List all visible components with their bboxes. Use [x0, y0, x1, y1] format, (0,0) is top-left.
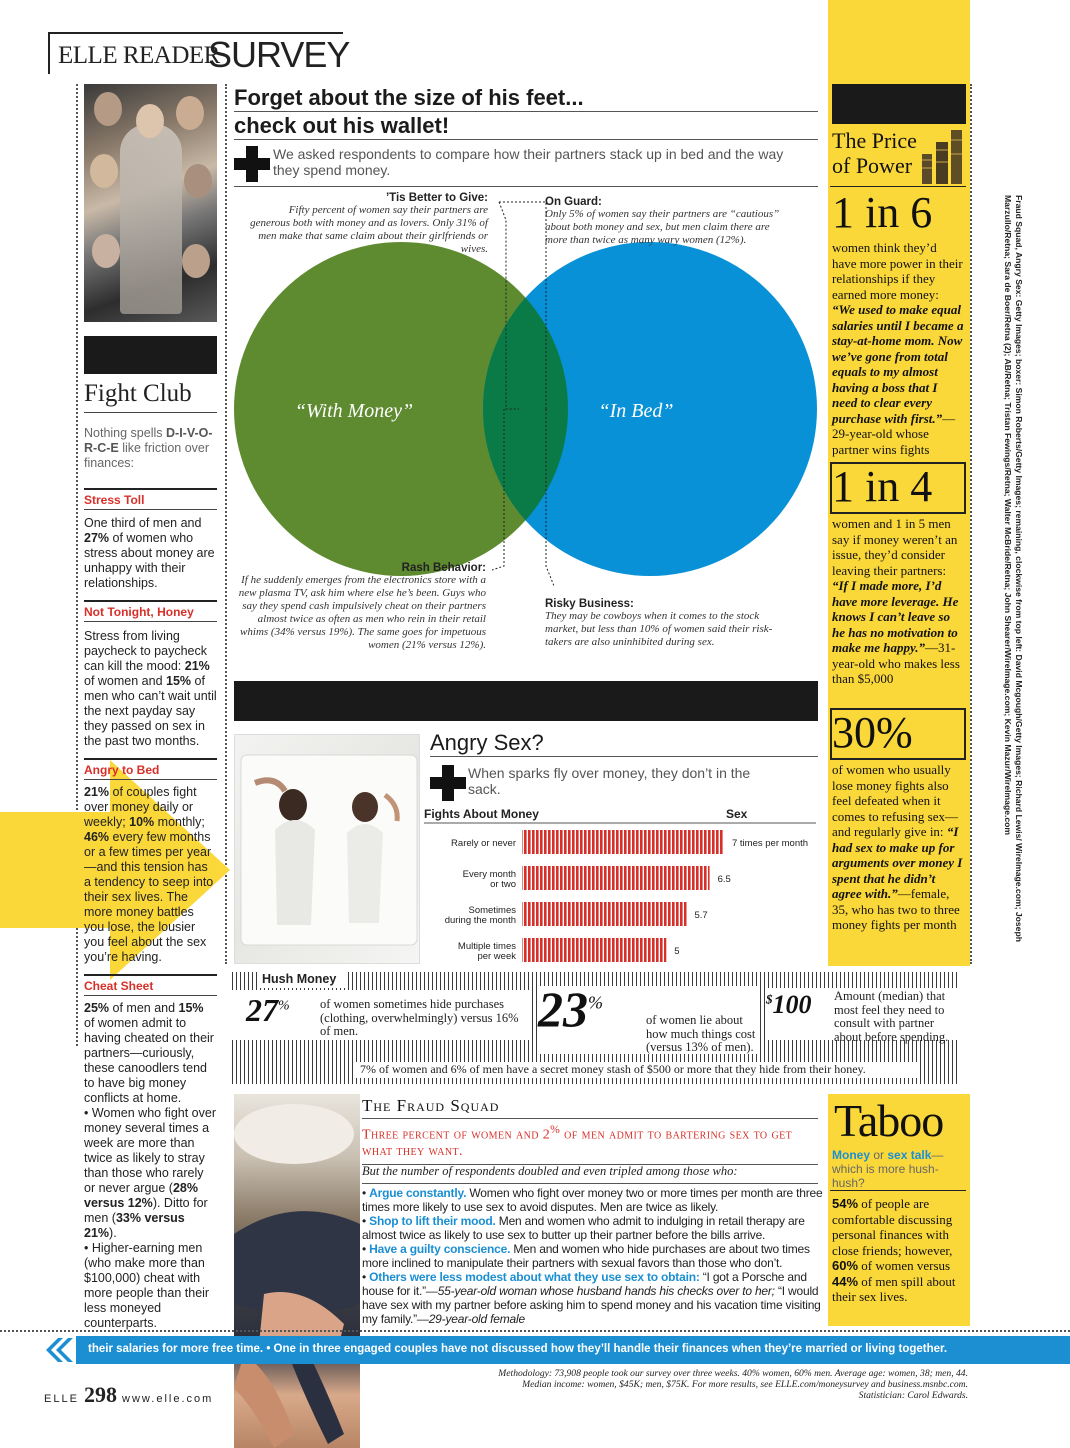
- annotation-rash-behavior-body: If he suddenly emerges from the electronics store with a new plasma TV, ask him where else he’s been. Guys who say they spend cash impulsively cheat on their partners almost twice as often as men who rein in their retail whims (34% versus 19%). The same goes for impetuous women (21% versus 12%).: [238, 574, 486, 651]
- bar-category-label: during the month: [444, 915, 516, 926]
- annotation-on-guard: [545, 196, 785, 247]
- hush-money-title: Hush Money: [262, 972, 337, 986]
- stress-toll-body: One third of men and 27% of women who stress about money are unhappy with their relationships.: [84, 516, 215, 590]
- venn-headline-line1: Forget about the size of his feet...: [234, 84, 818, 112]
- not-tonight-heading: Not Tonight, Honey: [84, 600, 217, 622]
- fraud-squad-photo: [234, 1094, 360, 1448]
- couple-in-bed-photo: [234, 734, 420, 964]
- bar-category-label: Sometimes: [468, 905, 516, 916]
- price-of-power-black-bar: [832, 84, 966, 124]
- taboo-title: Taboo: [834, 1095, 944, 1146]
- stat-27-percent: %: [278, 998, 290, 1014]
- chart-xlabel: Sex: [726, 807, 748, 821]
- taboo-subtitle: [832, 1148, 966, 1190]
- stat-100-number: [766, 990, 812, 1020]
- bottom-band-text: their salaries for more free time. • One in three engaged couples have not discussed how they’ll handle their finances when they’re married or living together.: [88, 1343, 948, 1355]
- annotation-risky-business: [545, 598, 790, 649]
- bar: [522, 866, 710, 890]
- cheat-sheet-body: 25% of men and 15% of women admit to having cheated on their partners—curiously, these canoodlers tend to have big money conflicts at home. • Women who fight over money several times a week are more than twice as likely to stray than those who rarely or never argue (28% versus 12%). Ditto for men (33% versus 21%). • Higher-earning men (who make more than $100,000) cheat with more people than their less moneyed counterparts.: [84, 1001, 216, 1330]
- fraud-squad-headline-b: of men admit to bartering sex to get what they want.: [362, 1127, 793, 1159]
- fight-club-intro: [84, 426, 217, 471]
- annotation-rash-behavior: [236, 562, 486, 652]
- annotation-better-to-give-head: ’Tis Better to Give:: [385, 192, 488, 204]
- stat-27-digits: 27: [246, 992, 278, 1028]
- stat-100-dollar: $: [766, 991, 773, 1007]
- stat-1-in-4-lead: women and 1 in 5 men say if money weren’t an issue, they’d consider leaving their partners:: [832, 516, 958, 578]
- methodology-line1: Methodology: 73,908 people took our survey over three weeks. 40% women, 60% men. Average age: women, 38; men, 44.: [498, 1368, 968, 1379]
- stat-1-in-6-lead: women think they’d have more power in their relationships if they earned more money:: [832, 240, 963, 302]
- angry-sex-title: Angry Sex?: [430, 730, 818, 757]
- bottom-dotted-rule: [0, 1330, 1070, 1332]
- coin-stack-icon: [920, 128, 964, 184]
- stat-100-digits: 100: [772, 990, 812, 1019]
- annotation-better-to-give-body: Fifty percent of women say their partners are generous both with money and as lovers. Only 31% of men make that same claim about their girlfriends or wives.: [250, 204, 488, 255]
- stat-23-digits: 23: [538, 981, 588, 1037]
- right-dotted-rule: [970, 84, 972, 964]
- methodology-line2: Median income: women, $45K; men, $75K. For more results, see ELLE.com/moneysurvey and business.msnbc.com.: [522, 1379, 968, 1390]
- folio-brand: ELLE: [44, 1393, 79, 1405]
- chart-ylabel: Fights About Money: [424, 807, 539, 821]
- venn-in-bed-label: “In Bed”: [598, 400, 674, 422]
- fraud-squad-deck: But the number of respondents doubled and even tripled among those who:: [362, 1164, 818, 1184]
- angry-to-bed-body: 21% of couples fight over money daily or weekly; 10% monthly; 46% every few months or a few times per year—and this tension has a tendency to seep into their sex lives. The more money battles you lose, the lousier you feel about the sex you’re having.: [84, 785, 214, 964]
- plus-icon: [430, 765, 466, 801]
- stat-23-number: [538, 980, 603, 1038]
- not-tonight-body: Stress from living paycheck to paycheck can kill the mood: 21% of women and 15% of men who can’t wait until the next payday say they passed on sex in the past two months.: [84, 629, 217, 748]
- folio-page-number: 298: [83, 1382, 117, 1407]
- fraud-squad-headline-percent: %: [550, 1123, 561, 1136]
- stat-1-in-4-attr: —31-year-old who makes less than $5,000: [832, 640, 960, 686]
- taboo-sub-tail: —which is more hush-hush?: [832, 1148, 944, 1190]
- price-of-power-title-line2: of Power: [832, 153, 913, 178]
- hush-money-footer: 7% of women and 6% of men have a secret money stash of $500 or more that they hide from their honey.: [360, 1062, 866, 1076]
- venn-deck: We asked respondents to compare how their partners stack up in bed and the way they spend money.: [273, 146, 784, 178]
- annotation-on-guard-head: On Guard:: [545, 196, 602, 208]
- masthead-elle-reader: ELLE READER: [58, 42, 220, 69]
- stat-1-in-4-text: [832, 516, 964, 687]
- venn-headline-line2: check out his wallet!: [234, 112, 818, 140]
- chevron-left-icon: [36, 1336, 76, 1364]
- bar: [522, 830, 724, 854]
- stat-27-text: of women sometimes hide purchases (clothing, overwhelmingly) versus 16% of men.: [320, 997, 519, 1038]
- fraud-item-others: • Others were less modest about what they use sex to obtain: “I got a Porsche and house for it.”—55-year-old woman whose husband hands his checks over to her; “I would have sex with my partner before asking him to spend money and his vacation time visiting my family.”—29-year-old female: [362, 1270, 821, 1326]
- fraud-item-argue: • Argue constantly. Women who fight over money two or more times per month are three times more likely to use sex to avoid disputes. Men are twice as likely.: [362, 1186, 823, 1214]
- fraud-squad-headline: [362, 1122, 818, 1165]
- taboo-sub-sex-talk: sex talk: [887, 1148, 932, 1162]
- fraud-squad-body: [362, 1186, 824, 1326]
- angry-sex-black-bar: [234, 681, 818, 721]
- hush-money-band: [232, 972, 960, 1084]
- taboo-sub-or: or: [870, 1148, 888, 1162]
- price-of-power-title-line1: The Price: [832, 128, 917, 153]
- annotation-better-to-give: [248, 192, 488, 256]
- fraud-item-others-text: “I got a Porsche and house for it.”: [362, 1270, 807, 1298]
- venn-headline: [234, 84, 818, 140]
- stat-30-quote: “I had sex to make up for arguments over money I spent that he didn’t agree with.”: [832, 824, 963, 901]
- stat-1-in-6-attr: —29-year-old whose partner wins fights: [832, 410, 956, 457]
- bar-value-label: 5.7: [694, 910, 708, 921]
- fight-club-title: Fight Club: [84, 380, 217, 413]
- stat-1-in-4-quote: “If I made more, I’d have more leverage. He knows I can’t leave so he has no motivation to make me happy.”: [832, 578, 959, 655]
- photo-credits: [996, 195, 1026, 965]
- fraud-item-argue-lead: Argue constantly.: [369, 1186, 467, 1200]
- stress-toll-heading: Stress Toll: [84, 488, 217, 510]
- stat-23-percent: %: [588, 992, 603, 1013]
- stat-30-lead: of women who usually lose money fights also feel defeated when it comes to refusing sex—and regularly give in:: [832, 762, 959, 839]
- bar-value-label: 7 times per month: [732, 838, 809, 849]
- folio: [44, 1382, 213, 1408]
- fraud-item-shop: • Shop to lift their mood. Men and women who admit to indulging in retail therapy are almost twice as likely to use sex to butter up their partner before the bills arrive.: [362, 1214, 805, 1242]
- bar-value-label: 5: [674, 946, 680, 957]
- stat-23-text: of women lie about how much things cost (versus 13% of men).: [646, 1013, 756, 1054]
- taboo-sub-money: Money: [832, 1148, 871, 1162]
- price-of-power-title: [832, 128, 917, 178]
- annotation-rash-behavior-head: Rash Behavior:: [401, 562, 486, 574]
- stat-1-in-4: 1 in 4: [832, 462, 933, 511]
- fraud-item-shop-text: Men and women who admit to indulging in retail therapy are almost twice as likely to use sex to butter up their partner before the bills arrive.: [362, 1214, 805, 1242]
- boxer-collage-photo: [84, 84, 217, 322]
- masthead-survey: SURVEY: [208, 34, 350, 75]
- bar-category-label: Rarely or never: [451, 838, 516, 849]
- bar-value-label: 6.5: [717, 874, 731, 885]
- photo-credits-text: Fraud Squad, Angry Sex: Getty Images; boxer: Simon Roberts/Getty Images; remaining, clockwise from top left: David Mcgough/Getty Images; Richard Lewis/ WireImage.com; Joseph Marzullo/Retna; Sara de Boer/Retna (2); AB/Retna; Tristan Fewings/Retna; Walter McBride/Retna; John Shearer/WireImage.com; Kevin Mazur/WireImage.com: [1003, 195, 1024, 942]
- bar: [522, 902, 686, 926]
- bar-category-label: Multiple times: [457, 941, 516, 952]
- cheat-sheet-heading: Cheat Sheet: [84, 974, 217, 996]
- taboo-rule: [830, 1190, 966, 1191]
- stat-100-text: Amount (median) that most feel they need to consult with partner about before spending.: [834, 989, 949, 1044]
- venn-with-money-label: “With Money”: [294, 400, 414, 422]
- fraud-item-guilty-lead: Have a guilty conscience.: [369, 1242, 511, 1256]
- bottom-blue-band: [36, 1336, 1070, 1364]
- fight-club-intro-word: D-I-V-O-R-C-E: [84, 426, 213, 455]
- fraud-item-guilty-text: Men and women who hide purchases are about two times more inclined to manipulate their partners with sexual favors than those who don’t.: [362, 1242, 810, 1270]
- power-rule: [830, 186, 966, 187]
- fraud-item-others-text2: “I would have sex with my partner before asking him to spend money and his vacation time visiting my family.”: [362, 1284, 821, 1326]
- methodology: [460, 1368, 968, 1401]
- bar: [522, 938, 666, 962]
- fraud-item-shop-lead: Shop to lift their mood.: [369, 1214, 496, 1228]
- stat-1-in-6-text: [832, 240, 964, 457]
- fight-club-intro-lead: Nothing spells: [84, 426, 166, 440]
- fight-club-black-bar: [84, 336, 217, 374]
- methodology-line3: Statistician: Carol Edwards.: [858, 1390, 968, 1401]
- bar-category-label: Every month: [462, 869, 516, 880]
- angry-to-bed-heading: Angry to Bed: [84, 758, 217, 780]
- fraud-item-others-attr1: —55-year-old woman whose husband hands his checks over to her;: [425, 1284, 775, 1298]
- stat-27-number: [246, 992, 290, 1029]
- stat-1-in-6: 1 in 6: [832, 188, 933, 237]
- bar-category-label: per week: [477, 951, 516, 962]
- folio-url: www.elle.com: [122, 1393, 214, 1405]
- stat-1-in-6-quote: “We used to make equal salaries until I became a stay-at-home mom. Now we’ve gone from total equals to my almost having a boss that I need to clear every purchase with first.”: [832, 302, 964, 426]
- venn-top-rule: [234, 186, 818, 187]
- fraud-item-argue-text: Women who fight over money two or more times per month are three times more likely to use sex to avoid disputes. Men are twice as likely.: [362, 1186, 823, 1214]
- stat-30-percent: 30%: [832, 708, 913, 757]
- annotation-risky-business-body: They may be cowboys when it comes to the stock market, but less than 10% of women said their risk-takers are also uninhibited during sex.: [545, 610, 773, 648]
- bar-category-label: or two: [490, 879, 516, 890]
- fraud-item-others-attr2: —29-year-old female: [416, 1312, 525, 1326]
- masthead: [48, 32, 350, 75]
- fight-club-intro-tail: like friction over finances:: [84, 441, 210, 470]
- fraud-item-guilty: • Have a guilty conscience. Men and women who hide purchases are about two times more inclined to manipulate their partners with sexual favors than those who don’t.: [362, 1242, 810, 1270]
- annotation-on-guard-body: Only 5% of women say their partners are “cautious” about both money and sex, but men claim there are more than twice as many wary women (12%).: [545, 208, 780, 246]
- stat-30-text: [832, 762, 964, 933]
- angry-sex-bar-chart: [424, 804, 824, 962]
- plus-icon: [234, 146, 270, 182]
- fraud-squad-title: The Fraud Squad: [362, 1096, 818, 1119]
- stat-30-attr: —female, 35, who has two to three money fights per month: [832, 886, 960, 932]
- angry-sex-deck: When sparks fly over money, they don’t in the sack.: [468, 765, 751, 797]
- annotation-risky-business-head: Risky Business:: [545, 598, 634, 610]
- fraud-squad-headline-a: Three percent of women and 2: [362, 1127, 551, 1143]
- taboo-body: 54% of people are comfortable discussing personal finances with close friends; however, 60% of women versus 44% of men spill about their sex lives.: [832, 1196, 956, 1304]
- fraud-item-others-lead: Others were less modest about what they use sex to obtain:: [369, 1270, 700, 1284]
